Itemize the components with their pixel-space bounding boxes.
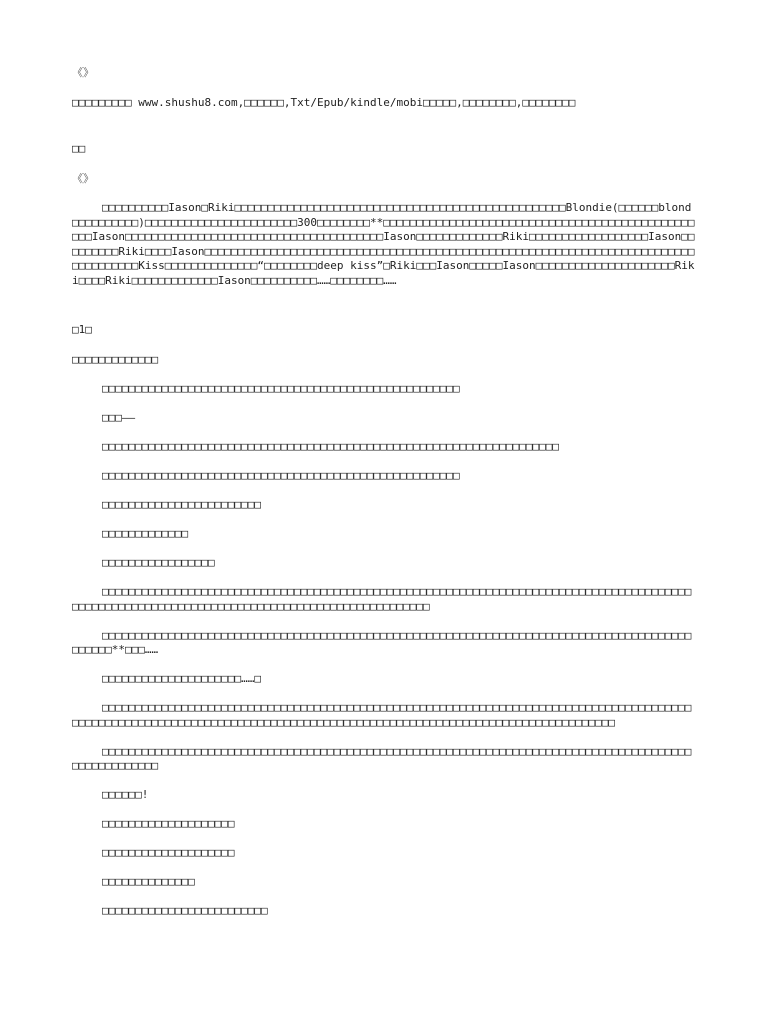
intro-title-mark: 《》 [72,171,94,185]
chapter-label: □1□ [72,323,92,336]
body-paragraph: □□□□□□□□□□□□□□□□□□□□□□□□□□□□□□□□□□□□□□□□□□□□□□□□□□□□□□□□□□□□□□□□□□□□□□□□□□□□□□□□□□□□□□□□□□□□□□□□□□□□□□□□□□□□□□□□□□□□□□□□□□□□□□□□□□□□□□□□□□□□□□□□□□□□□□□□□□□□□□□□□□□□□□□□□□□ [72,701,692,729]
summary-paragraph: □□□□□□□□□□Iason□Riki□□□□□□□□□□□□□□□□□□□□□□□□□□□□□□□□□□□□□□□□□□□□□□□□□□Blondie(□□□□□□blond□□□□□□□□□□)□□□□□□□□□□□□□□□□□□□□□□□300□□□□□□□□**□□□□□□□□□□□□□□□□□□□□□□□□□□□□□□□□□□□□□□□□□□□□□□□□□□Iason□□□□□□□□□□□□□□□□□□□□□□□□□□□□□□□□□□□□□□□Iason□□□□□□□□□□□□□Riki□□□□□□□□□□□□□□□□□□Iason□□□□□□□□□Riki□□□□Iason□□□□□□□□□□□□□□□□□□□□□□□□□□□□□□□□□□□□□□□□□□□□□□□□□□□□□□□□□□□□□□□□□□□□□□□□□□□□□□□□□□□□Kiss□□□□□□□□□□□□□□“□□□□□□□□deep kiss”□Riki□□□Iason□□□□□Iason□□□□□□□□□□□□□□□□□□□□□Riki□□□□Riki□□□□□□□□□□□□□Iason□□□□□□□□□□……□□□□□□□□…… [72,201,695,287]
body-paragraph: □□□□□□□□□□□□□□□□□□□□ [102,817,235,830]
body-paragraph: □□□□□□□□□□□□□□□□□□□□□□□□□□□□□□□□□□□□□□□□□□□□□□□□□□□□□□□□□□□□□□□□□□□□□□□□□□□□□□□□□□□□□□□□□□□□□□□□□□□□□□□□□□□□□□□□□□□□□□□□□□□□□□□□□□□□□□□□□□□□□□□ [72,585,692,613]
body-paragraph: □□□□□□□□□□□□□ [102,527,189,540]
intro-heading: □□ [72,142,86,155]
body-paragraph: □□□□□□□□□□□□□□□□□□□□□□□□□□□□□□□□□□□□□□□□□□□□□□□□□□□□□□□□□□□□□□□□□□□□□ [102,440,559,453]
document-title-mark: 《》 [72,66,94,79]
body-paragraph: □□□□□□! [102,788,149,801]
body-paragraph: □□□□□□□□□□□□□□□□□□□□□□□□□ [102,904,268,917]
body-paragraph: □□□□□□□□□□□□□□□□□□□□□□□□□□□□□□□□□□□□□□□□□□□□□□□□□□□□□□□□□□□□□□□□□□□□□□□□□□□□□□□□□□□□□□□□□□□□□□□**□□□…… [72,628,692,656]
body-paragraph: □□□□□□□□□□□□□□ [102,875,195,888]
body-paragraph: □□□□□□□□□□□□□□□□□ [102,556,215,569]
chapter-title: □□□□□□□□□□□□□ [72,352,159,366]
source-line: □□□□□□□□□ www.shushu8.com,□□□□□□,Txt/Epub/kindle/mobi□□□□□,□□□□□□□□,□□□□□□□□ [72,95,576,109]
body-paragraph: □□□□□□□□□□□□□□□□□□□□□□□□□□□□□□□□□□□□□□□□□□□□□□□□□□□□□□ [102,382,460,395]
body-paragraph: □□□□□□□□□□□□□□□□□□□□ [102,846,235,859]
body-paragraph: □□□—— [102,411,136,424]
document-page [72,66,698,933]
body-paragraph: □□□□□□□□□□□□□□□□□□□□□……□ [102,672,261,685]
body-paragraph: □□□□□□□□□□□□□□□□□□□□□□□□□□□□□□□□□□□□□□□□□□□□□□□□□□□□□□ [102,469,460,482]
body-paragraph: □□□□□□□□□□□□□□□□□□□□□□□□ [102,498,261,511]
body-paragraph: □□□□□□□□□□□□□□□□□□□□□□□□□□□□□□□□□□□□□□□□□□□□□□□□□□□□□□□□□□□□□□□□□□□□□□□□□□□□□□□□□□□□□□□□□□□□□□□□□□□□□□ [72,744,692,772]
